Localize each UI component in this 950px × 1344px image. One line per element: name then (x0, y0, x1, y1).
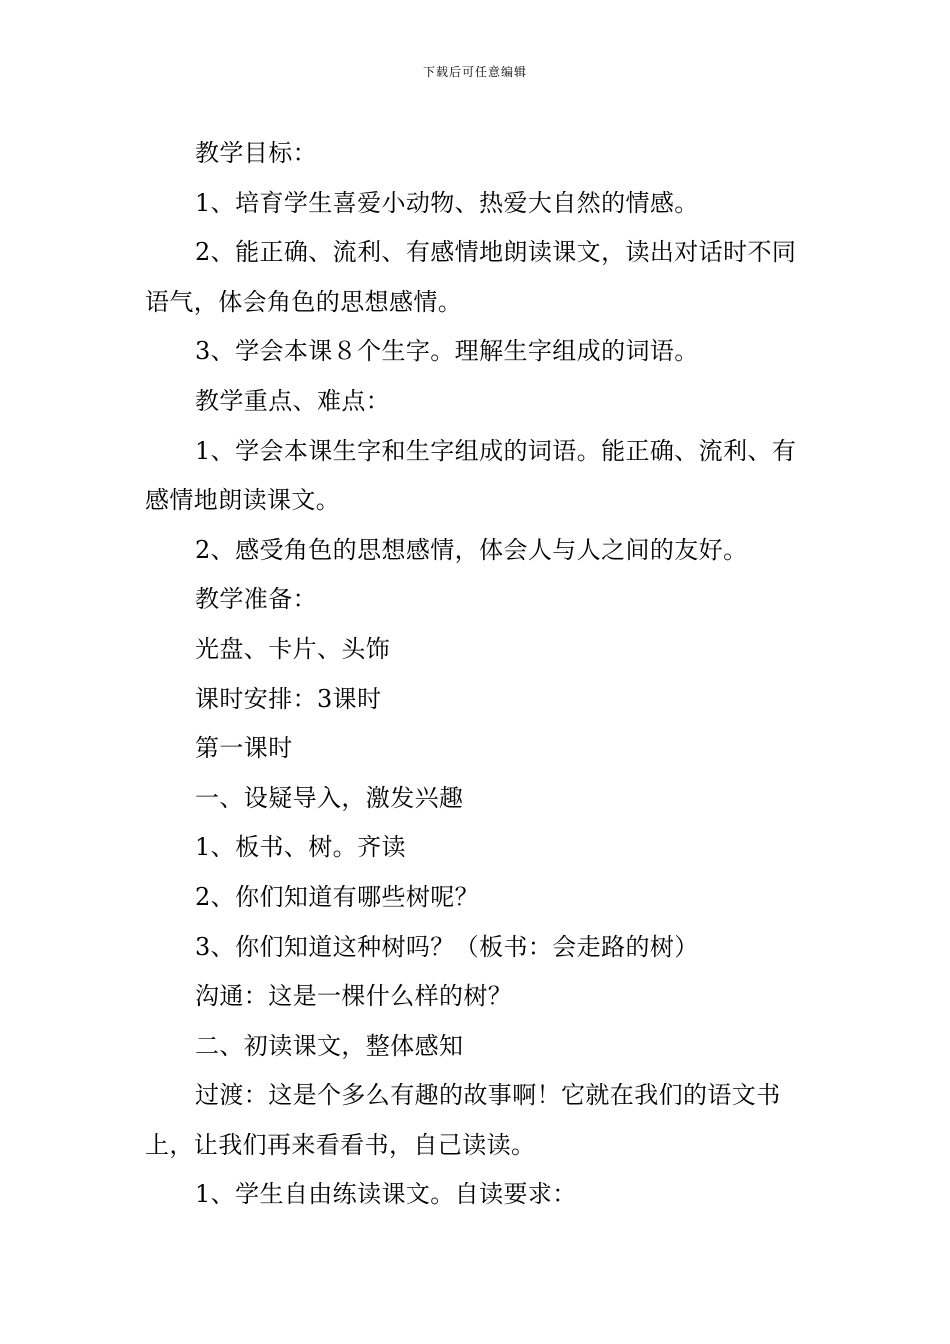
paragraph: 二、初读课文，整体感知 (195, 1031, 464, 1060)
paragraph: 课时安排：3课时 (195, 684, 382, 713)
paragraph: 过渡：这是个多么有趣的故事啊！它就在我们的语文书上，让我们再来看看书，自己读读。 (145, 1081, 781, 1159)
paragraph: 教学重点、难点： (195, 386, 391, 415)
paragraph: 2、感受角色的思想感情，体会人与人之间的友好。 (195, 535, 748, 564)
paragraph: 沟通：这是一棵什么样的树？ (195, 982, 513, 1011)
paragraph: 1、学生自由练读课文。自读要求： (195, 1180, 577, 1209)
paragraph: 1、培育学生喜爱小动物、热爱大自然的情感。 (195, 188, 699, 217)
paragraph: 2、能正确、流利、有感情地朗读课文，读出对话时不同语气，体会角色的思想感情。 (145, 238, 797, 316)
paragraph: 一、设疑导入，激发兴趣 (195, 783, 464, 812)
paragraph: 1、学会本课生字和生字组成的词语。能正确、流利、有感情地朗读课文。 (145, 436, 797, 515)
document-body (145, 129, 810, 1220)
paragraph: 教学目标： (195, 139, 317, 167)
paragraph: 第一课时 (195, 734, 293, 763)
paragraph: 3、学会本课８个生字。理解生字组成的词语。 (195, 337, 699, 366)
paragraph: 1、板书、树。齐读 (195, 833, 406, 862)
page-header: 下载后可任意编辑 (422, 65, 527, 79)
paragraph: 3、你们知道这种树吗？（板书：会走路的树） (195, 932, 699, 961)
paragraph: 2、你们知道有哪些树呢？ (195, 882, 480, 911)
paragraph: 光盘、卡片、头饰 (195, 634, 391, 663)
paragraph: 教学准备： (195, 585, 317, 614)
